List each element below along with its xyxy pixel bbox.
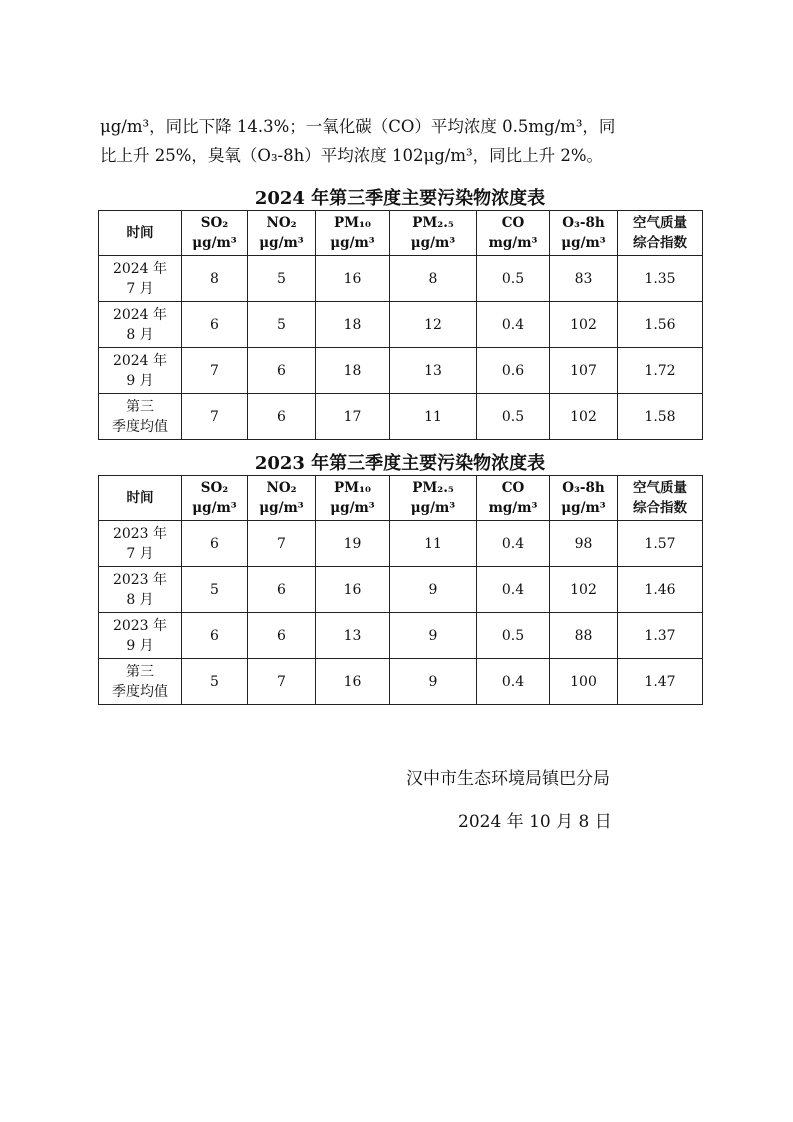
header-co-unit: mg/m³ [488,235,538,251]
cell-so2: 5 [182,567,248,613]
header-pm25-name: PM₂.₅ [412,480,454,496]
cell-aqi: 1.56 [618,302,703,348]
table-2024 [98,210,703,440]
cell-pm25: 13 [390,348,477,394]
signature-org: 汉中市生态环境局镇巴分局 [406,769,610,789]
table-row [99,348,703,394]
cell-no2: 7 [248,521,316,567]
cell-pm25: 11 [390,394,477,440]
cell-no2: 6 [248,613,316,659]
table-header-row [99,211,703,256]
header-pm10-unit: μg/m³ [330,235,375,251]
cell-co: 0.4 [477,302,550,348]
cell-o3: 107 [550,348,618,394]
table-row [99,659,703,705]
cell-o3: 102 [550,567,618,613]
cell-no2: 7 [248,659,316,705]
cell-aqi: 1.72 [618,348,703,394]
cell-o3: 100 [550,659,618,705]
header-pm10-name: PM₁₀ [334,215,371,231]
header-so2-name: SO₂ [200,215,229,231]
table-2023 [98,475,703,705]
table-2023-title: 2023 年第三季度主要污染物浓度表 [254,453,546,474]
cell-time-line1: 2024 年 [112,306,168,323]
cell-no2: 6 [248,348,316,394]
header-o3-name: O₃-8h [562,480,605,496]
cell-co: 0.5 [477,394,550,440]
header-time: 时间 [99,476,182,521]
cell-pm10: 17 [316,394,390,440]
cell-pm10: 18 [316,302,390,348]
cell-pm10: 18 [316,348,390,394]
cell-o3: 88 [550,613,618,659]
header-aqi [618,476,703,521]
cell-time-line2: 7 月 [126,545,154,562]
cell-pm25: 9 [390,659,477,705]
header-co-name: CO [501,480,525,496]
header-o3 [550,211,618,256]
cell-time-line1: 2024 年 [112,352,168,369]
header-time: 时间 [99,211,182,256]
cell-so2: 8 [182,256,248,302]
table-row [99,613,703,659]
header-co-unit: mg/m³ [488,500,538,516]
cell-so2: 6 [182,302,248,348]
cell-co: 0.4 [477,567,550,613]
cell-time [99,521,182,567]
header-aqi-line1: 空气质量 [633,480,687,496]
cell-time [99,659,182,705]
header-pm25-unit: μg/m³ [410,235,456,251]
header-so2-name: SO₂ [200,480,229,496]
header-co [477,211,550,256]
cell-time [99,567,182,613]
cell-aqi: 1.47 [618,659,703,705]
cell-pm10: 16 [316,659,390,705]
cell-time [99,613,182,659]
cell-no2: 5 [248,302,316,348]
header-no2-unit: μg/m³ [259,500,304,516]
cell-o3: 102 [550,394,618,440]
cell-time-line1: 2024 年 [112,260,168,277]
header-pm10-name: PM₁₀ [334,480,371,496]
header-co-name: CO [501,215,525,231]
cell-co: 0.5 [477,256,550,302]
header-pm25 [390,211,477,256]
signature-date: 2024 年 10 月 8 日 [458,812,612,832]
cell-pm25: 9 [390,613,477,659]
cell-time-line2: 9 月 [126,637,154,654]
header-pm25 [390,476,477,521]
header-aqi-line2: 综合指数 [633,500,687,516]
header-aqi [618,211,703,256]
cell-co: 0.4 [477,659,550,705]
cell-time-line1: 2023 年 [112,617,168,634]
cell-time-line2: 7 月 [126,280,154,297]
cell-no2: 6 [248,567,316,613]
header-aqi-line2: 综合指数 [633,235,687,251]
table-2024-title: 2024 年第三季度主要污染物浓度表 [254,188,546,209]
table-row [99,256,703,302]
cell-time-line1: 2023 年 [112,571,168,588]
cell-o3: 102 [550,302,618,348]
cell-time [99,394,182,440]
cell-pm25: 8 [390,256,477,302]
header-pm25-name: PM₂.₅ [412,215,454,231]
cell-pm25: 11 [390,521,477,567]
cell-aqi: 1.46 [618,567,703,613]
header-pm10 [316,476,390,521]
cell-time-line2: 9 月 [126,372,154,389]
cell-so2: 7 [182,394,248,440]
intro-paragraph [100,112,700,170]
cell-aqi: 1.37 [618,613,703,659]
cell-time [99,348,182,394]
header-so2-unit: μg/m³ [192,235,237,251]
intro-line-1: μg/m³，同比下降 14.3%；一氧化碳（CO）平均浓度 0.5mg/m³，同 [100,117,616,136]
cell-aqi: 1.58 [618,394,703,440]
cell-co: 0.4 [477,521,550,567]
cell-aqi: 1.35 [618,256,703,302]
header-pm10-unit: μg/m³ [330,500,375,516]
cell-no2: 5 [248,256,316,302]
cell-no2: 6 [248,394,316,440]
header-no2-name: NO₂ [266,480,297,496]
table-row [99,521,703,567]
header-co [477,476,550,521]
cell-pm25: 9 [390,567,477,613]
cell-pm25: 12 [390,302,477,348]
header-no2 [248,211,316,256]
header-no2 [248,476,316,521]
table-row [99,394,703,440]
cell-o3: 83 [550,256,618,302]
cell-aqi: 1.57 [618,521,703,567]
header-so2-unit: μg/m³ [192,500,237,516]
cell-so2: 7 [182,348,248,394]
table-header-row [99,476,703,521]
cell-time-line2: 季度均值 [112,418,168,435]
header-so2 [182,211,248,256]
cell-co: 0.5 [477,613,550,659]
header-o3 [550,476,618,521]
header-o3-name: O₃-8h [562,215,605,231]
cell-time-line2: 8 月 [126,591,154,608]
header-pm10 [316,211,390,256]
cell-time-line2: 8 月 [126,326,154,343]
cell-time [99,302,182,348]
header-o3-unit: μg/m³ [561,235,606,251]
cell-time-line1: 2023 年 [112,525,168,542]
header-no2-name: NO₂ [266,215,297,231]
header-so2 [182,476,248,521]
intro-line-2: 比上升 25%，臭氧（O₃-8h）平均浓度 102μg/m³，同比上升 2%。 [100,146,604,165]
header-aqi-line1: 空气质量 [633,215,687,231]
cell-time [99,256,182,302]
cell-time-line1: 第三 [126,663,154,680]
cell-pm10: 19 [316,521,390,567]
header-no2-unit: μg/m³ [259,235,304,251]
header-pm25-unit: μg/m³ [410,500,456,516]
table-row [99,302,703,348]
cell-pm10: 16 [316,567,390,613]
header-o3-unit: μg/m³ [561,500,606,516]
cell-so2: 5 [182,659,248,705]
cell-time-line1: 第三 [126,398,154,415]
cell-so2: 6 [182,521,248,567]
cell-co: 0.6 [477,348,550,394]
cell-time-line2: 季度均值 [112,683,168,700]
cell-so2: 6 [182,613,248,659]
cell-o3: 98 [550,521,618,567]
cell-pm10: 16 [316,256,390,302]
cell-pm10: 13 [316,613,390,659]
table-row [99,567,703,613]
